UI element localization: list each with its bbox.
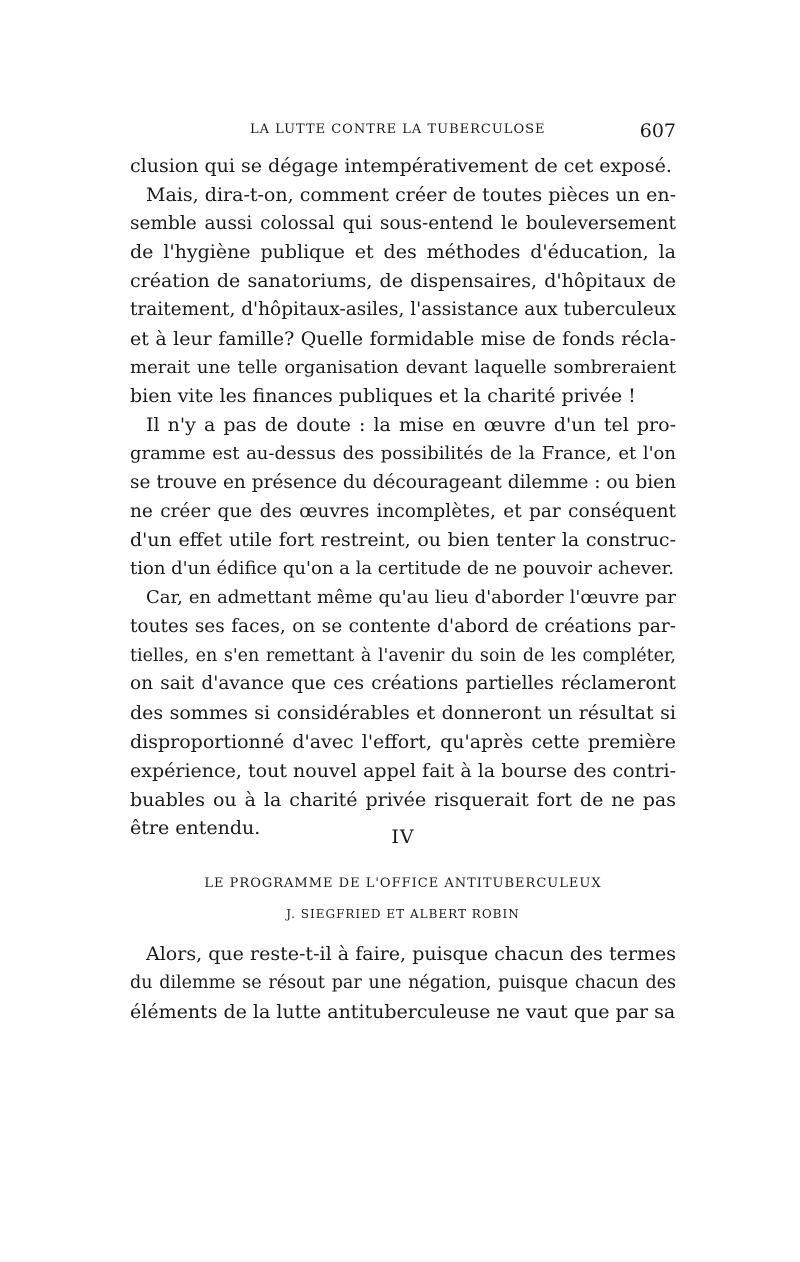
text-line: clusion qui se dégage intempérativement de cet exposé.	[130, 155, 672, 177]
text-line: du dilemme se résout par une négation, puisque chacun des	[130, 972, 676, 993]
running-head	[250, 120, 680, 142]
text-line: Mais, dira-t-on, comment créer de toutes pièces un en-	[146, 183, 676, 206]
running-title: LA LUTTE CONTRE LA TUBERCULOSE	[250, 122, 546, 137]
text-line: éléments de la lutte antituberculeuse ne vaut que par sa	[130, 1000, 676, 1023]
body-text-before-section	[130, 152, 676, 843]
text-line: bien vite les finances publiques et la charité privée !	[130, 385, 636, 408]
paragraph	[130, 940, 676, 1026]
paragraph	[130, 152, 676, 181]
text-line: buables ou à la charité privée risquerait fort de ne pas	[130, 788, 676, 811]
text-line: être entendu.	[130, 817, 261, 840]
text-line: ne créer que des œuvres incomplètes, et par conséquent	[130, 500, 676, 522]
section-authors: J. SIEGFRIED ET ALBERT ROBIN	[286, 907, 520, 921]
body-text-after-section	[130, 940, 676, 1026]
text-line: Car, en admettant même qu'au lieu d'aborder l'œuvre par	[146, 586, 676, 608]
text-line: Il n'y a pas de doute : la mise en œuvre d'un tel pro-	[146, 414, 676, 437]
text-line: on sait d'avance que ces créations partielles réclameront	[130, 673, 676, 695]
paragraph	[130, 411, 676, 584]
text-line: tion d'un édifice qu'on a la certitude de ne pouvoir achever.	[130, 558, 674, 580]
text-line: gramme est au-dessus des possibilités de la France, et l'on	[130, 442, 676, 464]
text-line: se trouve en présence du décourageant dilemme : ou bien	[130, 471, 676, 493]
section-numeral: IV	[391, 826, 415, 848]
text-line: Alors, que reste-t-il à faire, puisque chacun des termes	[146, 943, 676, 965]
text-line: tielles, en s'en remettant à l'avenir du soin de les compléter,	[130, 645, 676, 666]
text-line: de l'hygiène publique et des méthodes d'éducation, la	[130, 241, 676, 264]
text-line: des sommes si considérables et donneront un résultat si	[130, 702, 676, 725]
text-line: expérience, tout nouvel appel fait à la bourse des contri-	[130, 759, 676, 782]
text-line: création de sanatoriums, de dispensaires, d'hôpitaux de	[130, 270, 676, 293]
text-line: disproportionné d'avec l'effort, qu'après cette première	[130, 730, 676, 753]
text-line: d'un effet utile fort restreint, ou bien tenter la construc-	[130, 529, 676, 552]
text-line: toutes ses faces, on se contente d'abord de créations par-	[130, 615, 676, 637]
text-line: merait une telle organisation devant laquelle sombreraient	[130, 356, 676, 378]
text-line: semble aussi colossal qui sous-entend le bouleversement	[130, 212, 676, 234]
paragraph	[130, 584, 676, 843]
text-line: et à leur famille? Quelle formidable mise de fonds récla-	[130, 327, 676, 350]
text-line: traitement, d'hôpitaux-asiles, l'assistance aux tuberculeux	[130, 298, 676, 320]
section-heading: LE PROGRAMME DE L'OFFICE ANTITUBERCULEUX	[204, 876, 602, 891]
paragraph	[130, 181, 676, 411]
page-number: 607	[639, 120, 676, 142]
